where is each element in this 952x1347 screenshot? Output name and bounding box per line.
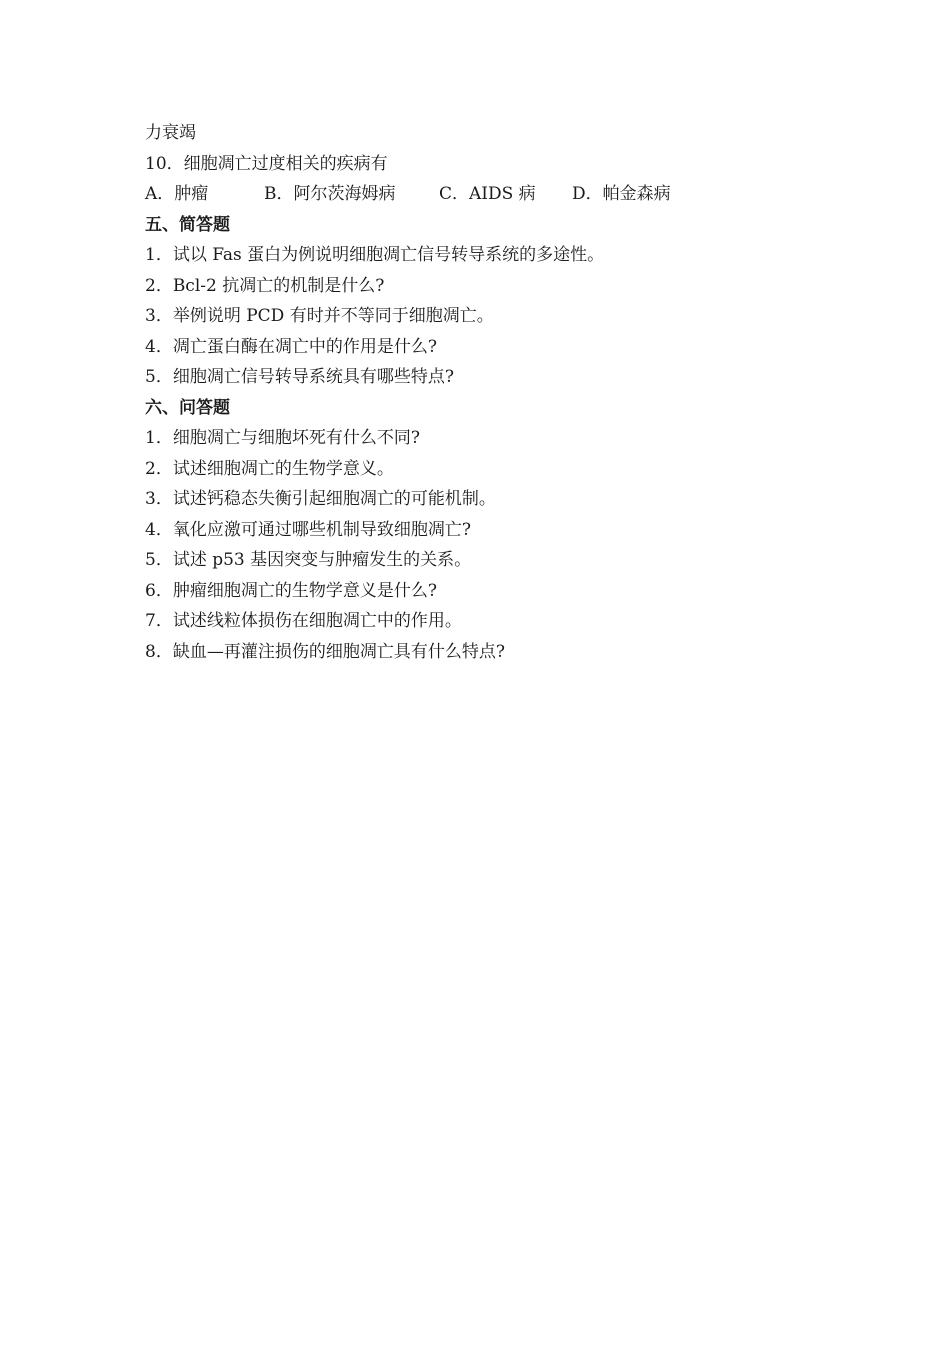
document-page bbox=[145, 118, 825, 667]
section-6-item: 8．缺血—再灌注损伤的细胞凋亡具有什么特点? bbox=[145, 641, 505, 662]
section-5-item: 1．试以 Fas 蛋白为例说明细胞凋亡信号转导系统的多途性。 bbox=[145, 245, 605, 265]
question-10-options bbox=[145, 179, 825, 210]
section-5-item: 4．凋亡蛋白酶在凋亡中的作用是什么? bbox=[145, 336, 437, 357]
section-6-item: 6．肿瘤细胞凋亡的生物学意义是什么? bbox=[145, 580, 437, 601]
option-c: C．AIDS 病 bbox=[439, 184, 536, 204]
option-a: A．肿瘤 bbox=[145, 184, 209, 204]
section-5-item: 5．细胞凋亡信号转导系统具有哪些特点? bbox=[145, 367, 454, 387]
section-6-item: 7．试述线粒体损伤在细胞凋亡中的作用。 bbox=[145, 611, 462, 631]
option-d: D．帕金森病 bbox=[572, 184, 671, 204]
section-6-item: 2．试述细胞凋亡的生物学意义。 bbox=[145, 458, 394, 479]
section-6-item: 1．细胞凋亡与细胞坏死有什么不同? bbox=[145, 428, 420, 448]
question-10-stem: 10．细胞凋亡过度相关的疾病有 bbox=[145, 153, 388, 174]
section-6-item: 5．试述 p53 基因突变与肿瘤发生的关系。 bbox=[145, 550, 472, 570]
section-5-heading: 五、简答题 bbox=[145, 214, 230, 235]
section-6-item: 4．氧化应激可通过哪些机制导致细胞凋亡? bbox=[145, 519, 471, 540]
continuation-text: 力衰竭 bbox=[145, 123, 196, 143]
option-b: B．阿尔茨海姆病 bbox=[264, 184, 396, 204]
section-5-item: 3．举例说明 PCD 有时并不等同于细胞凋亡。 bbox=[145, 306, 494, 326]
section-6-item: 3．试述钙稳态失衡引起细胞凋亡的可能机制。 bbox=[145, 489, 496, 509]
section-5-item: 2．Bcl-2 抗凋亡的机制是什么? bbox=[145, 275, 385, 296]
section-6-heading: 六、问答题 bbox=[145, 397, 230, 418]
